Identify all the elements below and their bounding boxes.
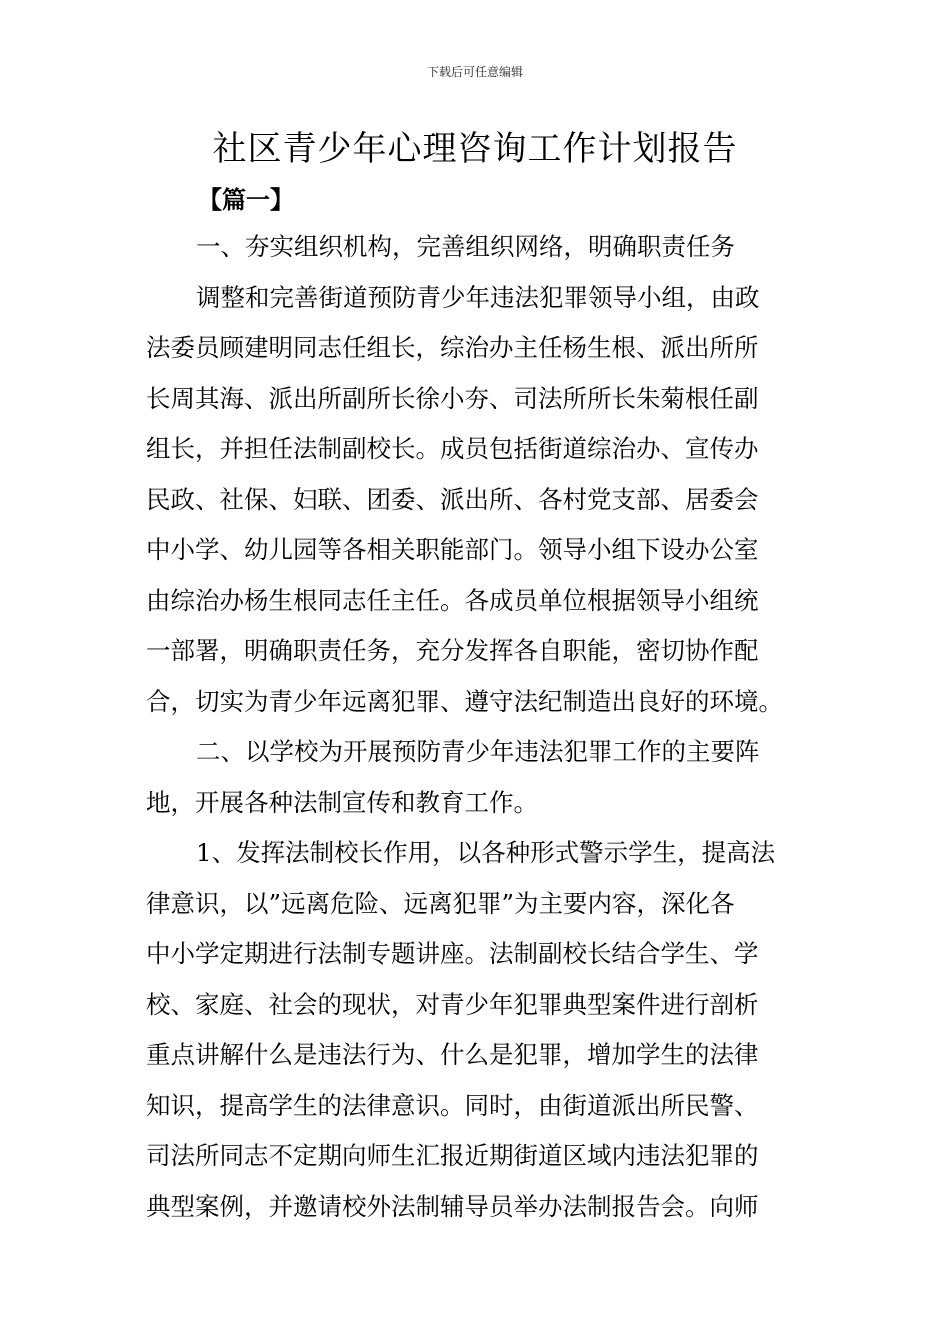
paragraph-line: 知识，提高学生的法律意识。同时，由街道派出所民警、 <box>146 1090 759 1120</box>
paragraph-line: 典型案例，并邀请校外法制辅导员举办法制报告会。向师 <box>146 1191 759 1221</box>
paragraph-line: 民政、社保、妇联、团委、派出所、各村党支部、居委会 <box>146 484 759 514</box>
section-heading-1: 一、夯实组织机构，完善组织网络，明确职责任务 <box>196 232 735 261</box>
section-heading-2: 二、以学校为开展预防青少年违法犯罪工作的主要阵 <box>196 737 760 766</box>
paragraph-line: 中小学、幼儿园等各相关职能部门。领导小组下设办公室 <box>146 535 759 564</box>
body-text <box>146 222 810 1232</box>
section-marker: 【篇一】 <box>198 185 294 214</box>
document-title: 社区青少年心理咨询工作计划报告 <box>212 129 738 169</box>
paragraph-line: 一部署，明确职责任务，充分发挥各自职能，密切协作配 <box>146 636 759 665</box>
paragraph-line: 由综治办杨生根同志任主任。各成员单位根据领导小组统 <box>146 585 759 615</box>
paragraph-line: 司法所同志不定期向师生汇报近期街道区域内违法犯罪的 <box>146 1141 759 1170</box>
paragraph-line: 长周其海、派出所副所长徐小夯、司法所所长朱菊根任副 <box>146 383 759 413</box>
paragraph-line: 校、家庭、社会的现状，对青少年犯罪典型案件进行剖析 <box>146 989 759 1019</box>
header-note: 下载后可任意编辑 <box>426 65 523 79</box>
paragraph-line: 1、发挥法制校长作用，以各种形式警示学生，提高法 <box>196 838 776 867</box>
paragraph-line: 地，开展各种法制宣传和教育工作。 <box>146 787 538 817</box>
paragraph-line: 中小学定期进行法制专题讲座。法制副校长结合学生、学 <box>146 939 759 968</box>
paragraph-line: 组长，并担任法制副校长。成员包括街道综治办、宣传办 <box>146 434 759 463</box>
paragraph-line: 合，切实为青少年远离犯罪、遵守法纪制造出良好的环境。 <box>146 686 783 716</box>
paragraph-line: 律意识，以”远离危险、远离犯罪”为主要内容，深化各 <box>146 888 735 918</box>
paragraph-line: 重点讲解什么是违法行为、什么是犯罪，增加学生的法律 <box>146 1040 759 1069</box>
paragraph-line: 调整和完善街道预防青少年违法犯罪领导小组，由政 <box>196 282 760 312</box>
paragraph-line: 法委员顾建明同志任组长，综治办主任杨生根、派出所所 <box>146 333 759 362</box>
